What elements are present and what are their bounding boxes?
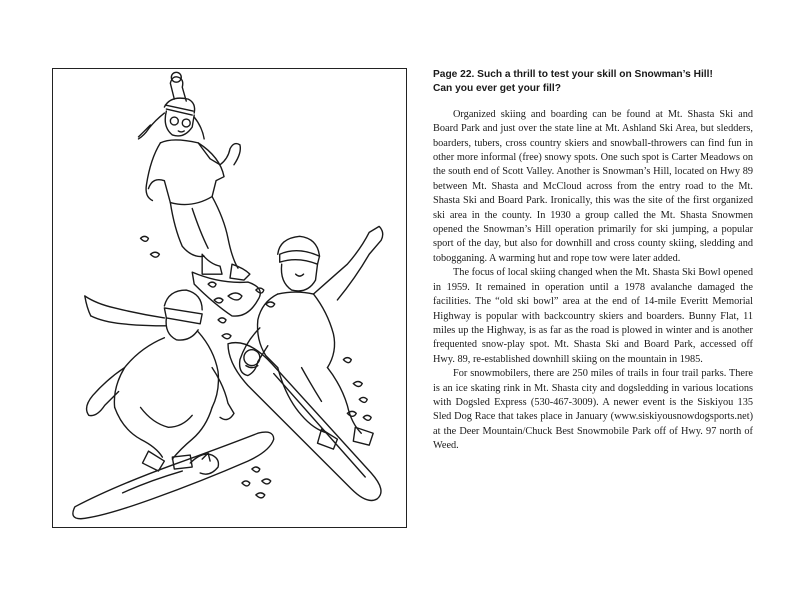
top-snowboarder-figure — [139, 72, 261, 316]
paragraph-organized-skiing: Organized skiing and boarding can be found at Mt. Shasta Ski and Board Park and just over the state line at Mt. Ashland Ski Area, but sledders, boarders, tubers, cross country skiers and snowball-throwers can find fun in other more informal (free) snowy spots. One such spot is Carter Meadows on the south end of Scott Valley. Another is Snowman’s Hill, located on Hwy 89 between Mt. Shasta and McCloud across from the entry road to the Mt. Shasta Ski and Board Park. Ironically, this was the site of the first organized ski area in the county. In 1930 a group called the Mt. Shasta Snowmen opened the Snowman’s Hill operation primarily for ski jumping, a popular sport of the day, but also for downhill and cross county skiing, sledding and tobogganing. A warming hut and rope tow were later added. — [433, 108, 753, 264]
page-heading — [433, 68, 753, 97]
page-heading-line-1: Page 22. Such a thrill to test your skill on Snowman’s Hill! — [433, 69, 713, 80]
article-text-column — [433, 68, 753, 454]
paragraph-ski-bowl-history: The focus of local skiing changed when the Mt. Shasta Ski Bowl opened in 1959. It remained in operation until a 1978 avalanche damaged the facilities. The “old ski bowl” area at the end of 14-mile Everitt Memorial Highway is popular with backcountry skiers and boarders. Bunny Flat, 11 miles up the Highway, is as far as the road is plowed in winter and is another frequented snow-play spot. Mt. Shasta Ski and Board Park, accessed off Hwy. 89, re-established downhill skiing on the mountain in 1985. — [433, 267, 753, 365]
page-heading-line-2: Can you ever get your fill? — [433, 83, 561, 95]
paragraph-snowmobiling: For snowmobilers, there are 250 miles of trails in four trail parks. There is an ice skating rink in Mt. Shasta city and dogsledding in various locations with Dogsled Express (530-467-3009). A newer event is the Siskiyou 135 Sled Dog Race that takes place in January (www.siskiyousnowdogsports.net) at the Deer Mountain/Chuck Best Snowmobile Park off of Hwy. 97 north of Weed. — [433, 368, 753, 452]
snowboarders-coloring-illustration — [52, 68, 407, 528]
